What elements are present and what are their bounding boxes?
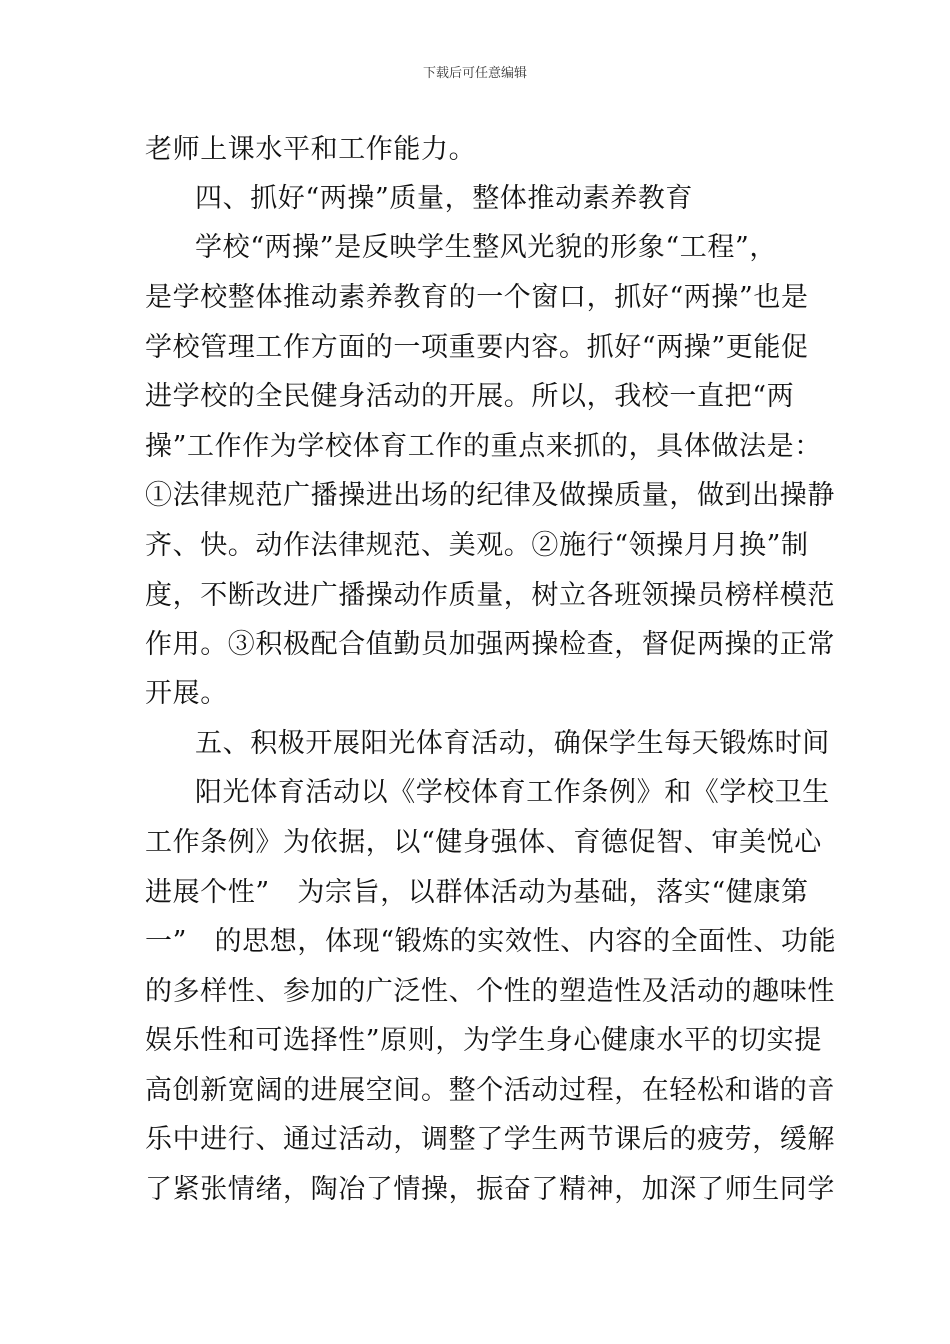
text-line: 的多样性、参加的广泛性、个性的塑造性及活动的趣味性	[145, 976, 835, 1007]
text-line: 学校“两操”是反映学生整风光貌的形象“工程”，	[195, 232, 778, 263]
text-line: 是学校整体推动素养教育的一个窗口，抓好“两操”也是	[145, 282, 809, 313]
text-line: 一” 的思想，体现“锻炼的实效性、内容的全面性、功能	[145, 926, 837, 957]
text-line: 操”工作作为学校体育工作的重点来抓的，具体做法是：	[145, 431, 822, 462]
text-line: 工作条例》为依据，以“健身强体、育德促智、审美悦心	[145, 827, 822, 858]
text-line: 阳光体育活动以《学校体育工作条例》和《学校卫生	[195, 777, 830, 808]
text-line: 学校管理工作方面的一项重要内容。抓好“两操”更能促	[145, 332, 809, 363]
text-line: 度，不断改进广播操动作质量，树立各班领操员榜样模范	[145, 580, 835, 611]
text-line: 作用。③积极配合值勤员加强两操检查，督促两操的正常	[145, 629, 835, 660]
text-line: 开展。	[145, 678, 228, 709]
section-heading-4: 四、抓好“两操”质量，整体推动素养教育	[195, 183, 694, 214]
text-line: 了紧张情绪，陶冶了情操，振奋了精神，加深了师生同学	[145, 1174, 835, 1205]
text-line: ①法律规范广播操进出场的纪律及做操质量，做到出操静	[145, 480, 835, 511]
text-line: 齐、快。动作法律规范、美观。②施行“领操月月换”制	[145, 530, 809, 561]
text-line: 进学校的全民健身活动的开展。所以，我校一直把“两	[145, 381, 795, 412]
text-line: 高创新宽阔的进展空间。整个活动过程，在轻松和谐的音	[145, 1075, 835, 1106]
text-line: 乐中进行、通过活动，调整了学生两节课后的疲劳，缓解	[145, 1124, 835, 1155]
text-line: 娱乐性和可选择性”原则，为学生身心健康水平的切实提	[145, 1025, 822, 1056]
section-heading-5: 五、积极开展阳光体育活动，确保学生每天锻炼时间	[195, 728, 830, 759]
text-line: 老师上课水平和工作能力。	[145, 134, 477, 165]
page-header: 下载后可任意编辑	[422, 66, 527, 81]
text-line: 进展个性” 为宗旨，以群体活动为基础，落实“健康第	[145, 877, 809, 908]
